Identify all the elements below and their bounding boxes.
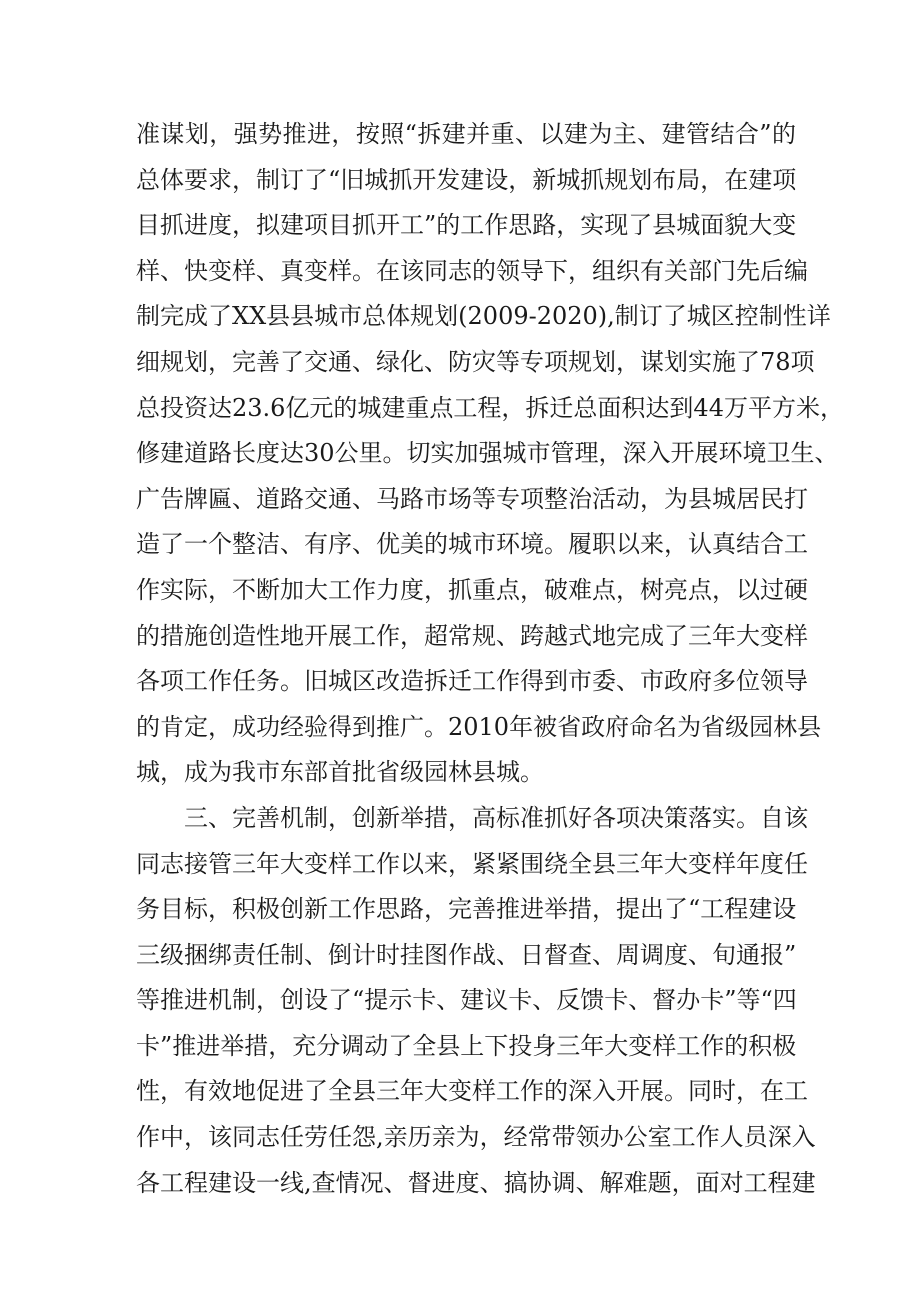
text-line: 造了一个整洁、有序、优美的城市环境。履职以来，认真结合工 xyxy=(136,530,808,559)
text-line: 性，有效地促进了全县三年大变样工作的深入开展。同时，在工 xyxy=(136,1077,808,1106)
text-line: 同志接管三年大变样工作以来，紧紧围绕全县三年大变样年度任 xyxy=(136,849,808,878)
text-line: 卡”推进举措，充分调动了全县上下投身三年大变样工作的积极 xyxy=(136,1031,797,1060)
text-line: 修建道路长度达30公里。切实加强城市管理，深入开展环境卫生、 xyxy=(136,439,839,468)
text-line: 各工程建设一线,查情况、督进度、搞协调、解难题，面对工程建 xyxy=(136,1168,816,1197)
text-line: 作中，该同志任劳任怨,亲历亲为，经常带领办公室工作人员深入 xyxy=(136,1123,816,1152)
text-line: 的措施创造性地开展工作，超常规、跨越式地完成了三年大变样 xyxy=(136,621,808,650)
text-line: 作实际，不断加大工作力度，抓重点，破难点，树亮点，以过硬 xyxy=(136,575,808,604)
text-line: 总体要求，制订了“旧城抓开发建设，新城抓规划布局，在建项 xyxy=(136,165,797,194)
text-line: 总投资达23.6亿元的城建重点工程，拆迁总面积达到44万平方米， xyxy=(136,393,844,422)
text-line: 细规划，完善了交通、绿化、防灾等专项规划，谋划实施了78项 xyxy=(136,347,815,376)
text-line: 城，成为我市东部首批省级园林县城。 xyxy=(136,758,544,787)
text-line: 准谋划，强势推进，按照“拆建并重、以建为主、建管结合”的 xyxy=(136,120,796,148)
text-line: 目抓进度，拟建项目抓开工”的工作思路，实现了县城面貌大变 xyxy=(136,211,797,240)
text-line: 广告牌匾、道路交通、马路市场等专项整治活动，为县城居民打 xyxy=(136,484,808,513)
text-line: 样、快变样、真变样。在该同志的领导下，组织有关部门先后编 xyxy=(136,256,808,285)
text-line: 的肯定，成功经验得到推广。2010年被省政府命名为省级园林县 xyxy=(136,712,822,741)
text-line: 各项工作任务。旧城区改造拆迁工作得到市委、市政府多位领导 xyxy=(136,667,808,696)
body-text xyxy=(136,112,844,1206)
text-line: 务目标，积极创新工作思路，完善推进举措，提出了“工程建设 xyxy=(136,895,797,924)
text-line: 制完成了XX县县城市总体规划(2009-2020),制订了城区控制性详 xyxy=(136,302,831,331)
text-line: 三、完善机制，创新举措，高标准抓好各项决策落实。自该 xyxy=(184,803,808,832)
text-line: 等推进机制，创设了“提示卡、建议卡、反馈卡、督办卡”等“四 xyxy=(136,986,797,1015)
text-line: 三级捆绑责任制、倒计时挂图作战、日督查、周调度、旬通报” xyxy=(136,940,797,969)
